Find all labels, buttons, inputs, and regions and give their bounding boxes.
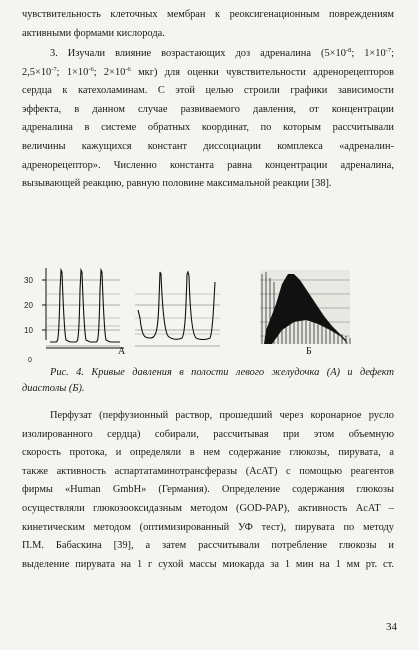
text-line: вызывающей реакцию, равную половине максимальной реакции [38]. — [22, 178, 332, 190]
text-line: 3. Изучали влияние возрастающих доз адреналина ($5\times 10^{-8}$; $1\times 10^{-7}$; — [50, 47, 394, 59]
figure-a-plot-right — [135, 272, 220, 346]
text-line: сердца к катехоламинам. С этой целью строили графики зависимости — [22, 85, 394, 97]
text-line: скорость протока, и определяли в нем содержание глюкозы, пирувата, а — [22, 447, 394, 459]
page-number: 34 — [386, 621, 397, 633]
text-line: адренорецептор». Численно константа равна концентрации адреналина, — [22, 159, 394, 171]
text-line: эффекта, в данном случае развиваемого давления, от концентрации — [22, 103, 394, 115]
text-line: фирмы «Human GmbH» (Германия). Определение содержания глюкозы — [22, 484, 394, 496]
text-line: изолированного сердца) собирали, рассчитывая при этом объемную — [22, 428, 394, 440]
paragraph-top — [22, 6, 394, 43]
text-line: $2,5\times 10^{-7}$; $1\times 10^{-6}$; $2\times 10^{-6}$ мкг) для оценки чувствительности адренорецепторов — [22, 65, 395, 78]
text-line: осуществляли глюкозооксидазным методом (GOD-PAP), активность AcAT – — [22, 502, 394, 514]
text-line: адреналина в системе обратных координат, по которым рассчитывали — [22, 122, 394, 134]
text-line: кинетическим методом (оптимизированный УФ тест), пирувата по методу — [22, 521, 394, 533]
text-line: Перфузат (перфузионный раствор, прошедший через коронарное русло — [50, 410, 394, 421]
text-line: активными формами кислорода. — [22, 27, 165, 39]
figure-caption — [22, 365, 394, 396]
paragraph-4 — [22, 407, 394, 574]
text-line: величины кажущихся констант диссоциации комплекса «адреналин- — [22, 140, 394, 152]
figure-b-plot — [260, 270, 350, 344]
caption-line: диастолы (Б). — [22, 382, 85, 394]
tick-label: 20 — [24, 301, 33, 310]
tick-label: 30 — [24, 276, 33, 285]
text-line: также активность аспартатаминотрансферазы (AcAT) с помощью реагентов — [22, 465, 394, 477]
text-line: П.М. Бабаскина [39], а затем рассчитывали потребление глюкозы и — [22, 540, 394, 552]
text-line: выделение пирувата на 1 г сухой массы миокарда за 1 мин на 1 мм рт. ст. — [22, 558, 394, 570]
paragraph-3 — [22, 45, 394, 194]
figure-pressure-curves — [20, 250, 380, 370]
caption-line: Рис. 4. Кривые давления в полости левого желудочка (А) и дефект — [50, 367, 394, 378]
text-line: чувствительность клеточных мембран к реоксигенационным повреждениям — [22, 9, 394, 20]
tick-label: 0 — [28, 357, 32, 364]
figure-a-plot — [24, 268, 124, 364]
figure-label-b: Б — [306, 346, 312, 357]
tick-label: 10 — [24, 326, 33, 335]
figure-label-a: А — [118, 346, 126, 357]
